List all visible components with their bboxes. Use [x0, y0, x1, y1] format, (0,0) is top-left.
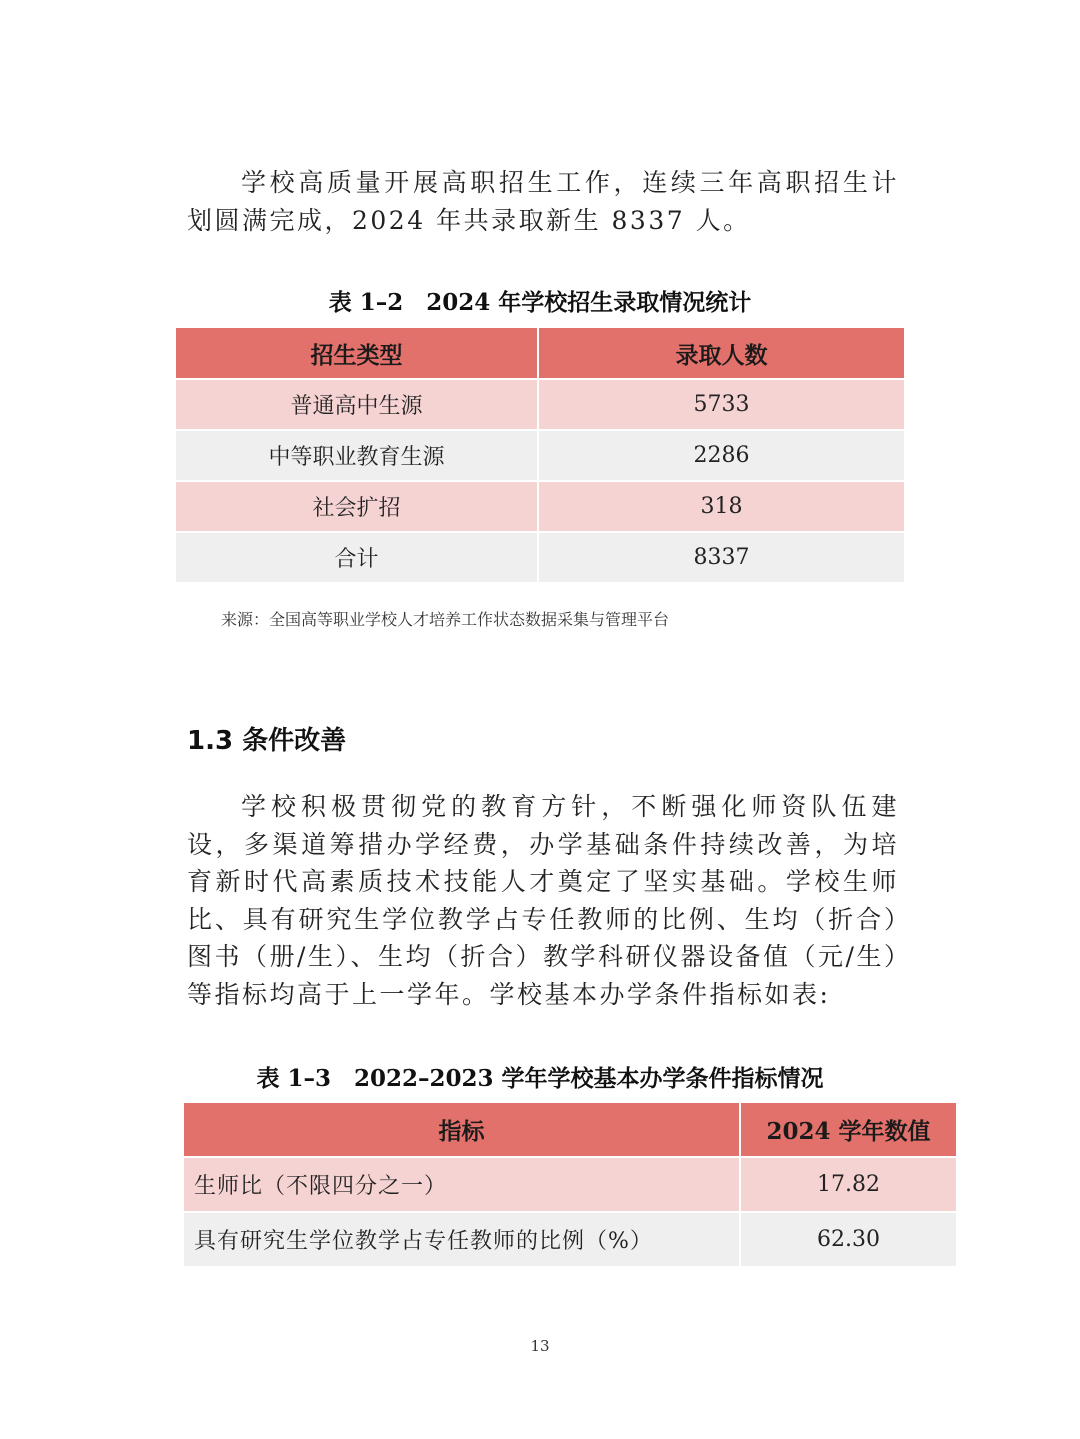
cell-value: 17.82: [740, 1157, 956, 1212]
cell-type: 中等职业教育生源: [176, 430, 538, 481]
table-row: [184, 1212, 956, 1267]
table-header-row: [184, 1103, 956, 1157]
table1-caption: 表 1–2 2024 年学校招生录取情况统计: [328, 289, 752, 316]
cell-type: 普通高中生源: [176, 379, 538, 430]
enrollment-table: [176, 328, 904, 584]
table1-source-note: 来源：全国高等职业学校人才培养工作状态数据采集与管理平台: [221, 610, 670, 629]
table-header-row: [176, 328, 904, 379]
table2-caption: 表 1–3 2022–2023 学年学校基本办学条件指标情况: [256, 1065, 824, 1092]
cell-indicator: 具有研究生学位教学占专任教师的比例（%）: [184, 1212, 740, 1267]
page-number: 13: [530, 1337, 550, 1355]
table-row: [184, 1157, 956, 1212]
table-row: [176, 430, 904, 481]
conditions-table: [184, 1103, 956, 1268]
table-row: [176, 379, 904, 430]
cell-count: 5733: [538, 379, 904, 430]
cell-type: 合计: [176, 532, 538, 583]
section-heading: 1.3 条件改善: [187, 726, 347, 756]
cell-value: 62.30: [740, 1212, 956, 1267]
header-indicator: 指标: [184, 1103, 740, 1157]
header-value: 2024 学年数值: [740, 1103, 956, 1157]
section-paragraph: 学校积极贯彻党的教育方针，不断强化师资队伍建设，多渠道筹措办学经费，办学基础条件持续改善，为培育新时代高素质技术技能人才奠定了坚实基础。学校生师比、具有研究生学位教学占专任教师的比例、生均（折合）图书（册/生）、生均（折合）教学科研仪器设备值（元/生）等指标均高于上一学年。学校基本办学条件指标如表:: [187, 792, 899, 1009]
intro-paragraph: 学校高质量开展高职招生工作，连续三年高职招生计划圆满完成，2024 年共录取新生 8337 人。: [187, 168, 899, 235]
cell-count: 8337: [538, 532, 904, 583]
header-admitted-count: 录取人数: [538, 328, 904, 379]
table-row: [176, 481, 904, 532]
table-row-total: [176, 532, 904, 583]
cell-count: 2286: [538, 430, 904, 481]
cell-count: 318: [538, 481, 904, 532]
cell-indicator: 生师比（不限四分之一）: [184, 1157, 740, 1212]
cell-type: 社会扩招: [176, 481, 538, 532]
header-enrollment-type: 招生类型: [176, 328, 538, 379]
